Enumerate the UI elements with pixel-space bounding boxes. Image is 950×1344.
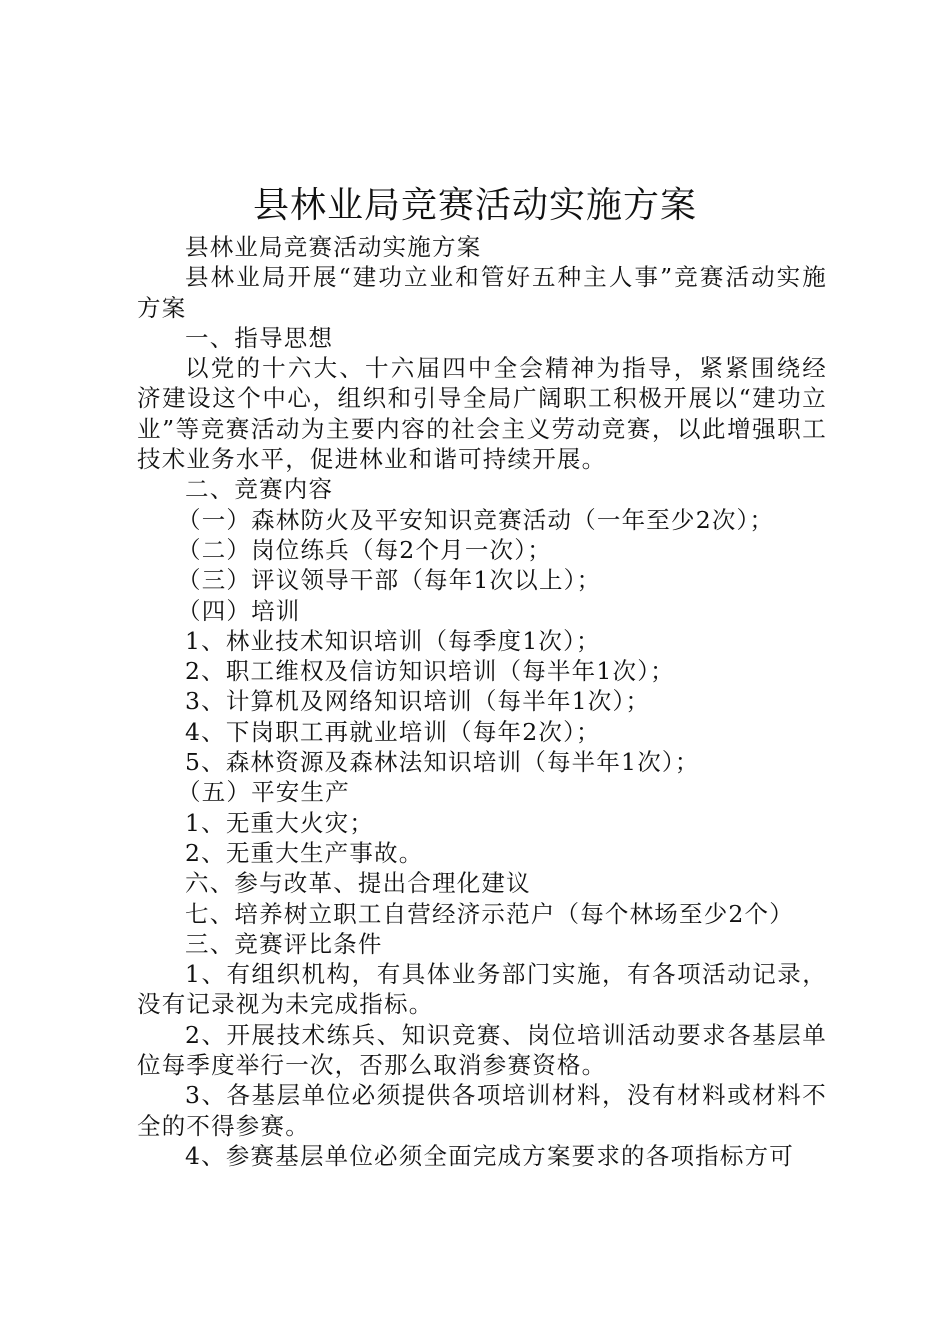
paragraph-condition: 4、参赛基层单位必须全面完成方案要求的各项指标方可 <box>185 1141 794 1170</box>
paragraph-plan-name: 县林业局开展“建功立业和管好五种主人事”竞赛活动实施方案 <box>137 263 827 322</box>
list-item: 六、参与改革、提出合理化建议 <box>185 869 531 898</box>
document-title: 县林业局竞赛活动实施方案 <box>252 185 697 226</box>
list-item: 1、无重大火灾； <box>185 808 375 837</box>
section-heading-evaluation-conditions: 三、竞赛评比条件 <box>185 929 383 958</box>
paragraph-condition: 1、有组织机构，有具体业务部门实施，有各项活动记录，没有记录视为未完成指标。 <box>137 960 827 1019</box>
paragraph-condition: 3、各基层单位必须提供各项培训材料，没有材料或材料不全的不得参赛。 <box>137 1081 827 1140</box>
section-heading-competition-content: 二、竞赛内容 <box>185 475 334 504</box>
list-item: 2、职工维权及信访知识培训（每半年1次）； <box>185 657 675 686</box>
document-body <box>137 232 827 1171</box>
paragraph-condition: 2、开展技术练兵、知识竞赛、岗位培训活动要求各基层单位每季度举行一次，否那么取消参赛资格。 <box>137 1020 827 1080</box>
paragraph-guiding-ideology: 以党的十六大、十六届四中全会精神为指导，紧紧围绕经济建设这个中心，组织和引导全局广阔职工积极开展以“建功立业”等竞赛活动为主要内容的社会主义劳动竞赛，以此增强职工技术业务水平，促进林业和谐可持续开展。 <box>137 354 827 474</box>
paragraph-subtitle: 县林业局竞赛活动实施方案 <box>185 233 482 261</box>
list-item: 2、无重大生产事故。 <box>185 838 424 867</box>
list-item: 七、培养树立职工自营经济示范户（每个林场至少2个） <box>185 899 794 928</box>
list-item: （一）森林防火及平安知识竞赛活动（一年至少2次）； <box>177 505 775 534</box>
list-item: 3、计算机及网络知识培训（每半年1次）； <box>185 687 651 716</box>
list-item: 5、森林资源及森林法知识培训（每半年1次）； <box>185 748 700 777</box>
list-item: （五）平安生产 <box>177 778 350 807</box>
section-heading-guiding-ideology: 一、指导思想 <box>185 323 334 352</box>
list-item: （三）评议领导干部（每年1次以上）； <box>177 566 602 595</box>
list-item: 4、下岗职工再就业培训（每年2次）； <box>185 717 601 746</box>
list-item: （二）岗位练兵（每2个月一次）； <box>177 535 552 564</box>
list-item: （四）培训 <box>177 596 301 625</box>
list-item: 1、林业技术知识培训（每季度1次）； <box>185 626 601 655</box>
